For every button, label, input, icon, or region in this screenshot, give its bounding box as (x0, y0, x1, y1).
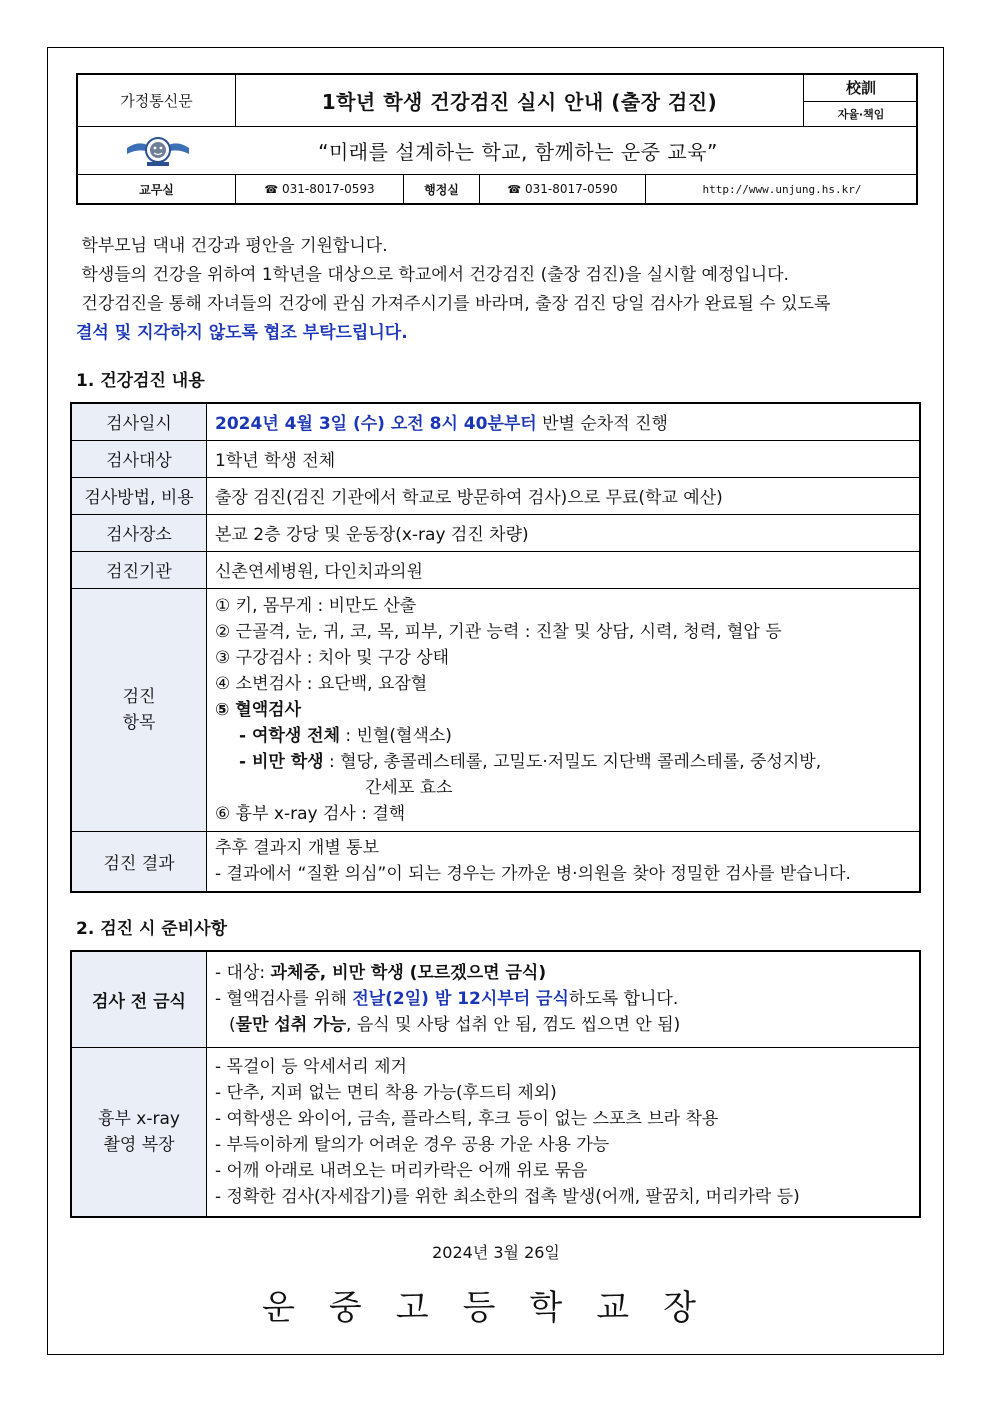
subitem-value: : 빈혈(혈색소) (340, 725, 452, 746)
row-value (207, 403, 921, 440)
subitem-label: - 비만 학생 (239, 751, 324, 772)
phone-icon: ☎ (507, 182, 522, 196)
fasting-line (215, 986, 911, 1012)
fasting-target: 과체중, 비만 학생 (모르겠으면 금식) (270, 963, 547, 984)
school-url[interactable]: http://www.unjung.hs.kr/ (702, 182, 862, 196)
intro-line (76, 290, 926, 319)
motto-value: 자율·책임 (804, 101, 918, 127)
row-label: 검사일시 (71, 403, 207, 440)
row-label: 검사장소 (71, 514, 207, 551)
row-label (71, 1047, 207, 1217)
dress-rule: - 어깨 아래로 내려오는 머리카락은 어깨 위로 묶음 (215, 1160, 588, 1181)
row-label (71, 588, 207, 831)
school-logo (118, 127, 198, 174)
table-row-items (71, 588, 920, 831)
doc-title: 1학년 학생 건강검진 실시 안내 (출장 검진) (321, 90, 718, 114)
fasting-text: - 대상: (215, 963, 271, 984)
header-row-contacts (78, 175, 916, 203)
fasting-text: , 음식 및 사탕 섭취 안 됨, 껌도 씹으면 안 됨) (346, 1015, 681, 1036)
fasting-line (215, 1012, 911, 1038)
table-row (71, 440, 920, 477)
row-label: 검사 전 금식 (71, 951, 207, 1047)
result-line: 추후 결과지 개별 통보 (215, 838, 380, 859)
checkup-item: ④ 소변검사 : 요단백, 요잠혈 (215, 673, 428, 694)
dress-rule: - 목걸이 등 악세서리 제거 (215, 1056, 407, 1077)
dress-label: 촬영 복장 (103, 1134, 175, 1155)
row-label: 검진기관 (71, 551, 207, 588)
row-label: 검사대상 (71, 440, 207, 477)
table-row (71, 514, 920, 551)
row-value: 출장 검진(검진 기관에서 학교로 방문하여 검사)으로 무료(학교 예산) (207, 477, 921, 514)
checkup-item: ⑤ 혈액검사 (215, 699, 301, 720)
signer: 운중고등학교장 (262, 1288, 730, 1328)
result-line: - 결과에서 “질환 의심”이 되는 경우는 가까운 병·의원을 찾아 정밀한 검사를 받습니다. (215, 864, 851, 885)
letter-header (76, 73, 918, 205)
row-value: 1학년 학생 전체 (207, 440, 921, 477)
intro-line (76, 319, 926, 348)
fasting-text: 하도록 합니다. (568, 989, 679, 1010)
table-row-dress (71, 1047, 920, 1217)
intro-paragraph (76, 232, 926, 348)
items-label: 항목 (122, 712, 156, 733)
motto-label: 校訓 (845, 78, 876, 97)
row-label: 검진 결과 (71, 831, 207, 892)
issue-date: 2024년 3월 26일 (432, 1243, 560, 1262)
checkup-item: ② 근골격, 눈, 귀, 코, 목, 피부, 기관 능력 : 진찰 및 상담, 시력, 청력, 혈압 등 (215, 621, 782, 642)
header-row-slogan (78, 127, 916, 175)
school-motto (803, 75, 918, 126)
dress-rules (207, 1047, 921, 1217)
school-slogan: “미래를 설계하는 학교, 함께하는 운중 교육” (318, 140, 718, 164)
checkup-date: 2024년 4월 3일 (수) 오전 8시 40분부터 (215, 414, 537, 435)
intro-text: 학부모님 댁내 건강과 평안을 기원합니다. (81, 236, 388, 256)
office-admin: 행정실 (404, 175, 480, 203)
intro-line (76, 261, 926, 290)
table-row (71, 477, 920, 514)
office-academic: 교무실 (78, 175, 236, 203)
checkup-item: ③ 구강검사 : 치아 및 구강 상태 (215, 647, 450, 668)
subitem-value: : 혈당, 총콜레스테롤, 고밀도·저밀도 지단백 콜레스테롤, 중성지방, (323, 751, 822, 772)
items-label: 검진 (122, 686, 156, 707)
row-label: 검사방법, 비용 (71, 477, 207, 514)
dress-rule: - 정확한 검사(자세잡기)를 위한 최소한의 접촉 발생(어깨, 팔꿈치, 머리카락 등) (215, 1186, 800, 1207)
checkup-details-table (70, 402, 921, 893)
preparation-table (70, 950, 921, 1218)
intro-text: 학생들의 건강을 위하여 1학년을 대상으로 학교에서 건강검진 (출장 검진)을 실시할 예정입니다. (81, 265, 789, 285)
doc-type: 가정통신문 (78, 75, 236, 126)
subitem-label: - 여학생 전체 (239, 725, 341, 746)
checkup-date-note: 반별 순차적 진행 (536, 414, 668, 435)
intro-line (76, 232, 926, 261)
dress-label: 흉부 x-ray (98, 1108, 180, 1129)
fasting-text: - 혈액검사를 위해 (215, 989, 353, 1010)
checkup-item: ⑥ 흉부 x-ray 검사 : 결핵 (215, 803, 406, 824)
checkup-item: ① 키, 몸무게 : 비만도 산출 (215, 595, 417, 616)
phone-admin-number: 031-8017-0590 (525, 182, 618, 196)
dress-rule: - 여학생은 와이어, 금속, 플라스틱, 후크 등이 없는 스포츠 브라 착용 (215, 1108, 719, 1129)
checkup-items (207, 588, 921, 831)
row-value: 본교 2층 강당 및 운동장(x-ray 검진 차량) (207, 514, 921, 551)
fasting-water: 물만 섭취 가능 (235, 1015, 347, 1036)
checkup-subitem (215, 723, 911, 749)
dress-rule: - 단추, 지퍼 없는 면티 착용 가능(후드티 제외) (215, 1082, 557, 1103)
row-value (207, 951, 921, 1047)
phone-academic (236, 175, 404, 203)
subitem-continuation: 간세포 효소 (365, 777, 453, 798)
row-value (207, 831, 921, 892)
phone-admin (480, 175, 646, 203)
header-row-title (78, 75, 916, 127)
fasting-time: 전날(2일) 밤 12시부터 금식 (352, 989, 569, 1010)
phone-icon: ☎ (264, 182, 279, 196)
table-row (71, 403, 920, 440)
phone-academic-number: 031-8017-0593 (282, 182, 375, 196)
checkup-subitem (215, 749, 911, 775)
section1-title: 1. 건강검진 내용 (76, 371, 205, 391)
fasting-line (215, 960, 911, 986)
table-row (71, 551, 920, 588)
dress-rule: - 부득이하게 탈의가 어려운 경우 공용 가운 사용 가능 (215, 1134, 610, 1155)
row-value: 신촌연세병원, 다인치과의원 (207, 551, 921, 588)
fasting-text: ( (229, 1015, 236, 1036)
table-row-result (71, 831, 920, 892)
intro-emphasis: 결석 및 지각하지 않도록 협조 부탁드립니다. (76, 323, 408, 343)
school-emblem-icon (125, 134, 191, 168)
table-row-fasting (71, 951, 920, 1047)
intro-text: 건강검진을 통해 자녀들의 건강에 관심 가져주시기를 바라며, 출장 검진 당일 검사가 완료될 수 있도록 (81, 294, 831, 314)
section2-title: 2. 검진 시 준비사항 (76, 919, 227, 939)
